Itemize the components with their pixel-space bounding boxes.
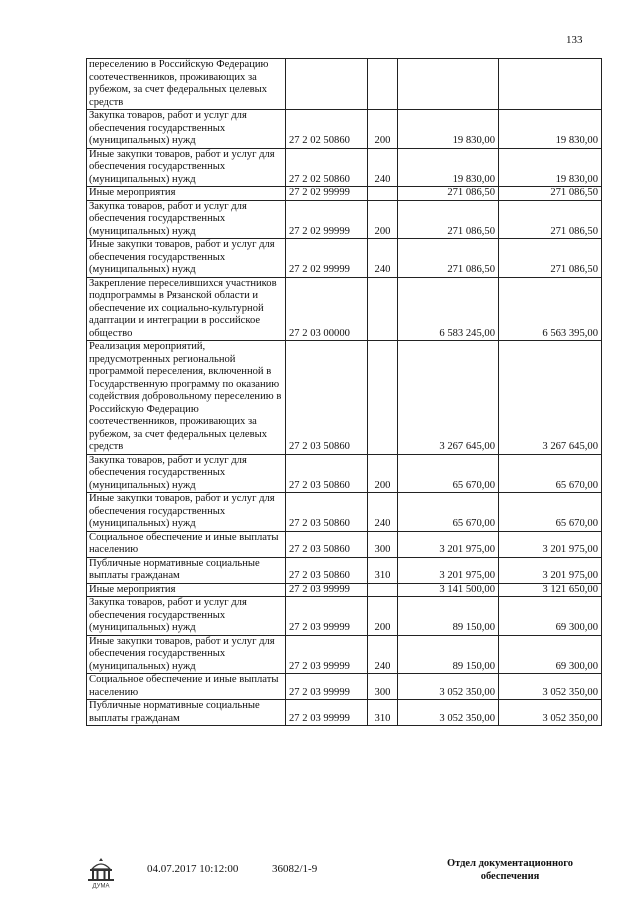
row-expense-type: 200 [368, 597, 398, 636]
row-expense-type: 200 [368, 200, 398, 239]
row-code: 27 2 02 99999 [286, 239, 368, 278]
footer-department: Отдел документационного обеспечения [446, 858, 574, 882]
budget-table [86, 58, 602, 726]
table-row [87, 59, 602, 110]
row-description: Иные закупки товаров, работ и услуг для обеспечения государственных (муниципальных) нужд [87, 493, 286, 532]
row-amount-1: 19 830,00 [398, 148, 499, 187]
row-amount-1: 65 670,00 [398, 454, 499, 493]
row-amount-1: 3 201 975,00 [398, 557, 499, 583]
row-code: 27 2 02 50860 [286, 148, 368, 187]
row-expense-type [368, 277, 398, 341]
table-row [87, 277, 602, 341]
table-row [87, 341, 602, 455]
row-description: Публичные нормативные социальные выплаты гражданам [87, 557, 286, 583]
row-amount-2: 69 300,00 [499, 635, 602, 674]
row-amount-1: 271 086,50 [398, 200, 499, 239]
row-code: 27 2 03 50860 [286, 341, 368, 455]
row-description: Иные закупки товаров, работ и услуг для обеспечения государственных (муниципальных) нужд [87, 239, 286, 278]
row-description: Закупка товаров, работ и услуг для обеспечения государственных (муниципальных) нужд [87, 454, 286, 493]
table-row [87, 148, 602, 187]
table-row [87, 239, 602, 278]
row-code: 27 2 02 99999 [286, 187, 368, 201]
row-amount-2: 3 201 975,00 [499, 531, 602, 557]
row-amount-2 [499, 59, 602, 110]
row-expense-type: 300 [368, 531, 398, 557]
row-expense-type: 240 [368, 493, 398, 532]
row-amount-2: 19 830,00 [499, 110, 602, 149]
row-amount-2: 271 086,50 [499, 239, 602, 278]
row-amount-2: 3 267 645,00 [499, 341, 602, 455]
row-expense-type: 300 [368, 674, 398, 700]
row-description: Социальное обеспечение и иные выплаты населению [87, 531, 286, 557]
row-amount-1: 271 086,50 [398, 187, 499, 201]
row-amount-2: 271 086,50 [499, 187, 602, 201]
page-number: 133 [566, 34, 583, 46]
row-code: 27 2 03 50860 [286, 454, 368, 493]
row-expense-type [368, 583, 398, 597]
row-expense-type [368, 59, 398, 110]
table-row [87, 597, 602, 636]
row-amount-2: 65 670,00 [499, 493, 602, 532]
table-row [87, 700, 602, 726]
row-description: Социальное обеспечение и иные выплаты населению [87, 674, 286, 700]
row-description: Публичные нормативные социальные выплаты гражданам [87, 700, 286, 726]
row-amount-2: 271 086,50 [499, 200, 602, 239]
table-row [87, 531, 602, 557]
row-amount-1 [398, 59, 499, 110]
row-code: 27 2 03 00000 [286, 277, 368, 341]
row-code: 27 2 03 50860 [286, 531, 368, 557]
row-amount-2: 69 300,00 [499, 597, 602, 636]
row-expense-type: 310 [368, 700, 398, 726]
duma-logo-icon [84, 855, 118, 889]
row-amount-1: 6 583 245,00 [398, 277, 499, 341]
row-code: 27 2 03 99999 [286, 583, 368, 597]
table-row [87, 635, 602, 674]
row-amount-2: 3 121 650,00 [499, 583, 602, 597]
table-row [87, 583, 602, 597]
row-expense-type: 240 [368, 239, 398, 278]
row-code: 27 2 03 50860 [286, 557, 368, 583]
row-amount-2: 3 052 350,00 [499, 700, 602, 726]
table-row [87, 110, 602, 149]
row-description: переселению в Российскую Федерацию соотечественников, проживающих за рубежом, за счет федеральных целевых средств [87, 59, 286, 110]
row-amount-1: 89 150,00 [398, 597, 499, 636]
row-expense-type [368, 187, 398, 201]
row-amount-1: 19 830,00 [398, 110, 499, 149]
table-row [87, 200, 602, 239]
row-amount-1: 65 670,00 [398, 493, 499, 532]
row-description: Закупка товаров, работ и услуг для обеспечения государственных (муниципальных) нужд [87, 597, 286, 636]
row-description: Иные закупки товаров, работ и услуг для обеспечения государственных (муниципальных) нужд [87, 635, 286, 674]
row-amount-1: 3 141 500,00 [398, 583, 499, 597]
row-amount-2: 3 052 350,00 [499, 674, 602, 700]
row-amount-1: 271 086,50 [398, 239, 499, 278]
row-amount-2: 3 201 975,00 [499, 557, 602, 583]
row-description: Иные закупки товаров, работ и услуг для обеспечения государственных (муниципальных) нужд [87, 148, 286, 187]
row-amount-1: 89 150,00 [398, 635, 499, 674]
row-amount-1: 3 052 350,00 [398, 674, 499, 700]
row-code: 27 2 03 99999 [286, 597, 368, 636]
table-row [87, 557, 602, 583]
row-code: 27 2 03 99999 [286, 674, 368, 700]
row-code: 27 2 03 50860 [286, 493, 368, 532]
footer-datetime: 04.07.2017 10:12:00 [147, 863, 239, 875]
row-code: 27 2 03 99999 [286, 635, 368, 674]
row-description: Иные мероприятия [87, 187, 286, 201]
row-expense-type: 240 [368, 148, 398, 187]
row-amount-2: 19 830,00 [499, 148, 602, 187]
row-description: Закупка товаров, работ и услуг для обеспечения государственных (муниципальных) нужд [87, 200, 286, 239]
table-row [87, 674, 602, 700]
row-description: Иные мероприятия [87, 583, 286, 597]
row-description: Закрепление переселившихся участников подпрограммы в Рязанской области и обеспечение их социально-культурной адаптации и интеграции в российское общество [87, 277, 286, 341]
footer-doc-number: 36082/1-9 [272, 863, 318, 875]
row-amount-2: 6 563 395,00 [499, 277, 602, 341]
row-amount-1: 3 267 645,00 [398, 341, 499, 455]
row-description: Закупка товаров, работ и услуг для обеспечения государственных (муниципальных) нужд [87, 110, 286, 149]
logo-text: ДУМА [92, 883, 110, 889]
row-expense-type [368, 341, 398, 455]
row-expense-type: 240 [368, 635, 398, 674]
row-code: 27 2 03 99999 [286, 700, 368, 726]
row-code: 27 2 02 50860 [286, 110, 368, 149]
row-amount-2: 65 670,00 [499, 454, 602, 493]
row-expense-type: 200 [368, 110, 398, 149]
row-expense-type: 200 [368, 454, 398, 493]
table-row [87, 187, 602, 201]
row-amount-1: 3 201 975,00 [398, 531, 499, 557]
row-code: 27 2 02 99999 [286, 200, 368, 239]
row-description: Реализация мероприятий, предусмотренных региональной программой переселения, включенной в Государственную программу по оказанию содействия добровольному переселению в Российскую Федерацию соотечественников, проживающих за рубежом, за счет федеральных целевых средств [87, 341, 286, 455]
row-expense-type: 310 [368, 557, 398, 583]
table-row [87, 454, 602, 493]
row-code [286, 59, 368, 110]
row-amount-1: 3 052 350,00 [398, 700, 499, 726]
table-row [87, 493, 602, 532]
